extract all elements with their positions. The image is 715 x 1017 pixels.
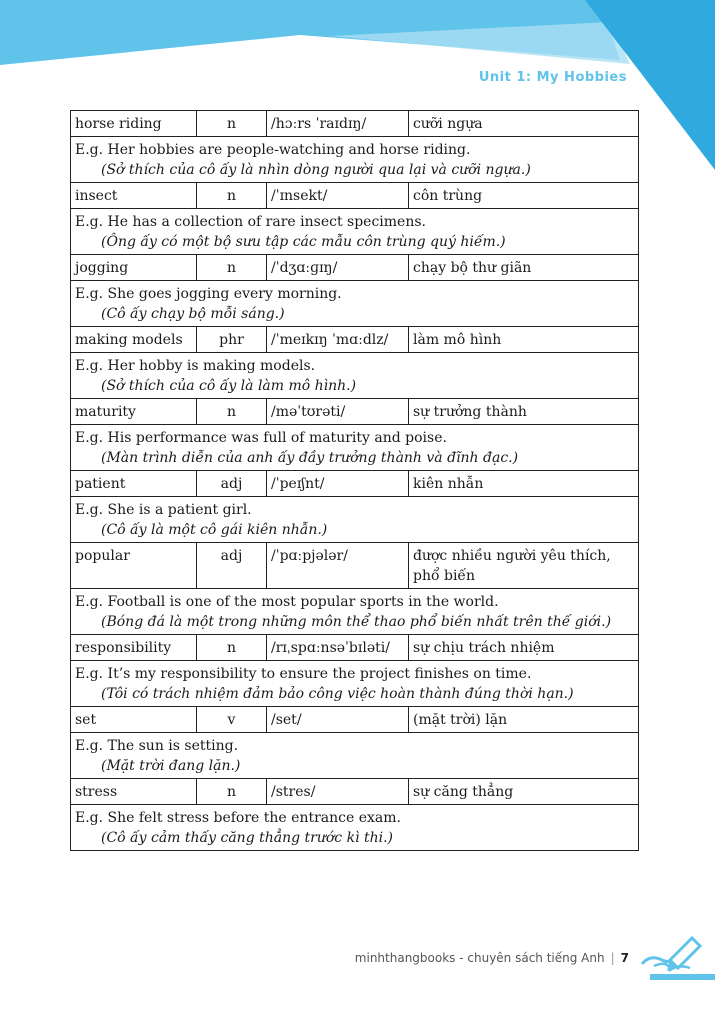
example-translation: (Sở thích của cô ấy là nhìn dòng người qua lại và cưỡi ngựa.) [101, 162, 531, 178]
pronunciation: /ˈdʒɑːɡɪŋ/ [267, 255, 409, 281]
part-of-speech: adj [197, 471, 267, 497]
example-row [71, 497, 639, 543]
meaning: cưỡi ngựa [409, 111, 639, 137]
example-row [71, 209, 639, 255]
vocabulary-table [70, 110, 639, 851]
vocab-row [71, 707, 639, 733]
example-row [71, 805, 639, 851]
pronunciation: /ˈɪnsekt/ [267, 183, 409, 209]
vocab-row [71, 471, 639, 497]
example-translation: (Tôi có trách nhiệm đảm bảo công việc hoàn thành đúng thời hạn.) [101, 686, 574, 702]
part-of-speech: n [197, 779, 267, 805]
example-sentence: E.g. Her hobbies are people-watching and horse riding. [75, 142, 471, 158]
pronunciation: /rɪˌspɑːnsəˈbɪləti/ [267, 635, 409, 661]
vocab-row [71, 255, 639, 281]
example-translation: (Mặt trời đang lặn.) [101, 758, 241, 774]
part-of-speech: v [197, 707, 267, 733]
part-of-speech: phr [197, 327, 267, 353]
meaning: làm mô hình [409, 327, 639, 353]
example-sentence: E.g. Football is one of the most popular sports in the world. [75, 594, 499, 610]
publisher-name: minhthangbooks - chuyên sách tiếng Anh [354, 951, 605, 965]
pronunciation: /ˈpeɪʃnt/ [267, 471, 409, 497]
vocab-row [71, 111, 639, 137]
vocab-row [71, 635, 639, 661]
example-cell [71, 497, 639, 543]
pronunciation: /set/ [267, 707, 409, 733]
example-translation: (Màn trình diễn của anh ấy đầy trưởng thành và đĩnh đạc.) [101, 450, 519, 466]
example-sentence: E.g. Her hobby is making models. [75, 358, 316, 374]
example-translation: (Sở thích của cô ấy là làm mô hình.) [101, 378, 357, 394]
example-sentence: E.g. She goes jogging every morning. [75, 286, 342, 302]
meaning: (mặt trời) lặn [409, 707, 639, 733]
example-cell [71, 281, 639, 327]
meaning: chạy bộ thư giãn [409, 255, 639, 281]
vocab-word: stress [71, 779, 197, 805]
vocab-word: popular [71, 543, 197, 589]
vocab-word: making models [71, 327, 197, 353]
page-number: 7 [620, 951, 629, 965]
vocab-word: set [71, 707, 197, 733]
vocab-row [71, 327, 639, 353]
example-row [71, 733, 639, 779]
example-row [71, 281, 639, 327]
example-translation: (Ông ấy có một bộ sưu tập các mẫu côn trùng quý hiếm.) [101, 234, 506, 250]
pronunciation: /ˈmeɪkɪŋ ˈmɑːdlz/ [267, 327, 409, 353]
part-of-speech: n [197, 399, 267, 425]
meaning: sự căng thẳng [409, 779, 639, 805]
vocab-row [71, 399, 639, 425]
vocab-row [71, 543, 639, 589]
pronunciation: /hɔːrs ˈraɪdɪŋ/ [267, 111, 409, 137]
example-cell [71, 733, 639, 779]
part-of-speech: adj [197, 543, 267, 589]
example-row [71, 353, 639, 399]
example-cell [71, 137, 639, 183]
example-sentence: E.g. He has a collection of rare insect specimens. [75, 214, 426, 230]
vocab-word: patient [71, 471, 197, 497]
example-row [71, 425, 639, 471]
vocab-word: maturity [71, 399, 197, 425]
pronunciation: /stres/ [267, 779, 409, 805]
page-footer: minhthangbooks - chuyên sách tiếng Anh | 7 [354, 951, 629, 965]
vocab-row [71, 779, 639, 805]
meaning: côn trùng [409, 183, 639, 209]
vocab-row [71, 183, 639, 209]
example-translation: (Cô ấy chạy bộ mỗi sáng.) [101, 306, 285, 322]
example-translation: (Cô ấy là một cô gái kiên nhẫn.) [101, 522, 328, 538]
vocab-word: horse riding [71, 111, 197, 137]
example-translation: (Cô ấy cảm thấy căng thẳng trước kì thi.) [101, 830, 394, 846]
example-row [71, 137, 639, 183]
meaning: sự chịu trách nhiệm [409, 635, 639, 661]
example-cell [71, 805, 639, 851]
example-sentence: E.g. It’s my responsibility to ensure the project finishes on time. [75, 666, 532, 682]
meaning: sự trưởng thành [409, 399, 639, 425]
pronunciation: /məˈtʊrəti/ [267, 399, 409, 425]
meaning: kiên nhẫn [409, 471, 639, 497]
vocab-word: insect [71, 183, 197, 209]
example-cell [71, 589, 639, 635]
example-row [71, 589, 639, 635]
vocab-word: responsibility [71, 635, 197, 661]
example-sentence: E.g. His performance was full of maturity and poise. [75, 430, 447, 446]
pen-writing-icon [640, 930, 715, 980]
example-cell [71, 209, 639, 255]
meaning: được nhiều người yêu thích, phổ biến [409, 543, 639, 589]
example-sentence: E.g. She felt stress before the entrance exam. [75, 810, 401, 826]
pronunciation: /ˈpɑːpjələr/ [267, 543, 409, 589]
example-translation: (Bóng đá là một trong những môn thể thao phổ biến nhất trên thế giới.) [101, 614, 612, 630]
example-sentence: E.g. The sun is setting. [75, 738, 239, 754]
example-sentence: E.g. She is a patient girl. [75, 502, 252, 518]
part-of-speech: n [197, 255, 267, 281]
example-cell [71, 661, 639, 707]
vocab-word: jogging [71, 255, 197, 281]
example-row [71, 661, 639, 707]
part-of-speech: n [197, 183, 267, 209]
part-of-speech: n [197, 111, 267, 137]
example-cell [71, 425, 639, 471]
part-of-speech: n [197, 635, 267, 661]
example-cell [71, 353, 639, 399]
unit-title: Unit 1: My Hobbies [478, 70, 627, 85]
